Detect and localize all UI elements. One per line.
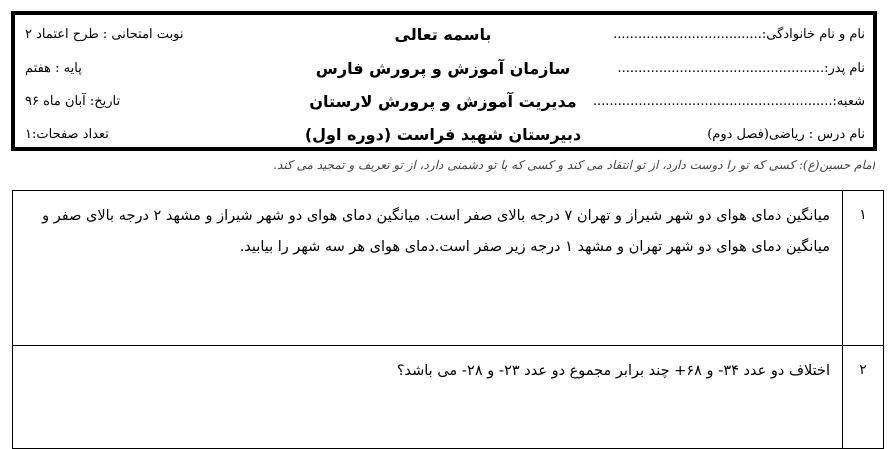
- header-row-1: [15, 21, 873, 55]
- student-name-field: نام و نام خانوادگی:....................................: [613, 27, 865, 42]
- organization-name: سازمان آموزش و پرورش فارس: [315, 59, 571, 78]
- question-row: [13, 346, 884, 449]
- hadith-quote: امام حسین(ع): کسی که تو را دوست دارد، از تو انتقاد می کند و کسی که با تو دشمنی دارد، از تو تعریف و تمجید می کند.: [273, 158, 875, 172]
- question-number: ۲: [843, 346, 884, 449]
- header-row-3: [15, 88, 873, 122]
- grade-level: پایه : هفتم: [25, 61, 82, 76]
- question-text: میانگین دمای هوای دو شهر شیراز و تهران ۷ درجه بالای صفر است. میانگین دمای هوای دو شهر شیراز و مشهد ۲ درجه بالای صفر و میانگین دمای هوای دو شهر تهران و مشهد ۱ درجه زیر صفر است.دمای هوای هر سه شهر را بیابید.: [13, 191, 843, 346]
- question-text: اختلاف دو عدد ۳۴- و ۶۸+ چند برابر مجموع دو عدد ۲۳- و ۲۸- می باشد؟: [13, 346, 843, 449]
- regional-office: مدیریت آموزش و پرورش لارستان: [309, 92, 577, 111]
- questions-table: [12, 190, 884, 449]
- header-row-4: [15, 121, 873, 155]
- father-name-field: نام پدر:..................................................: [617, 61, 865, 76]
- class-section-field: شعبه:..........................................................: [592, 94, 865, 109]
- school-name: دبیرستان شهید فراست (دوره اول): [304, 125, 582, 144]
- page-count: تعداد صفحات:۱: [25, 127, 109, 142]
- header-title: باسمه تعالی: [394, 25, 492, 44]
- subject-name: نام درس : ریاضی(فصل دوم): [707, 127, 865, 142]
- question-number: ۱: [843, 191, 884, 346]
- question-row: [13, 191, 884, 346]
- header-row-2: [15, 55, 873, 89]
- exam-header: [11, 11, 877, 151]
- exam-date: تاریخ: آبان ماه ۹۶: [25, 94, 121, 109]
- exam-session: نوبت امتحانی : طرح اعتماد ۲: [25, 27, 184, 42]
